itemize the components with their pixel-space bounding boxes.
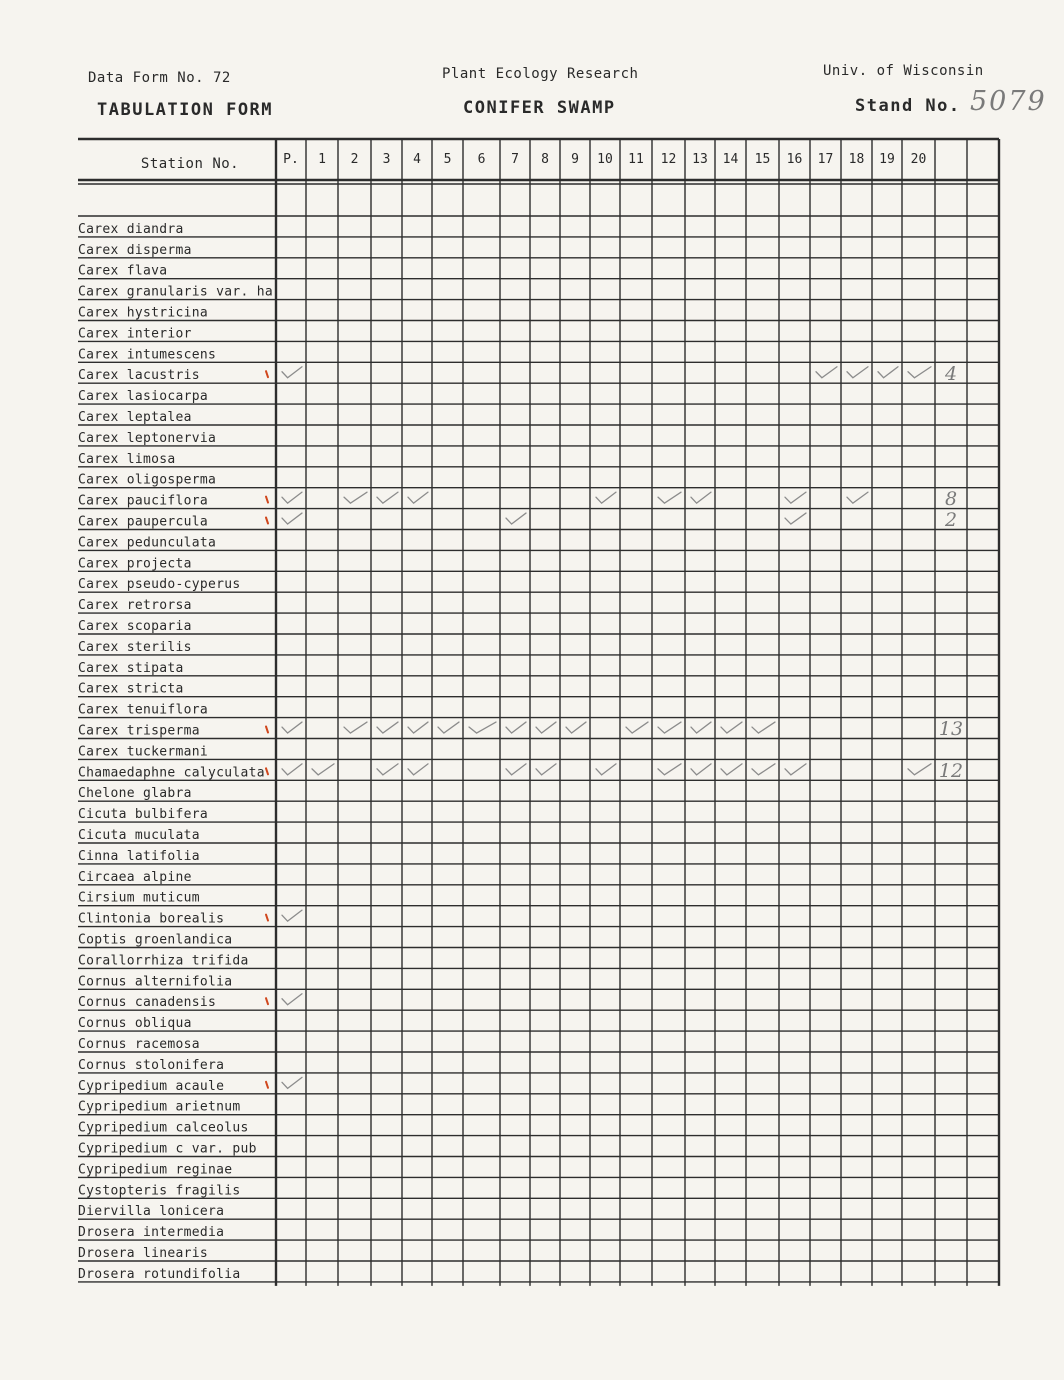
presence-check [658,764,681,775]
species-label: Carex lacustris [78,368,200,384]
column-label-10: 10 [597,152,613,167]
species-label: Carex oligosperma [78,472,217,488]
species-label: Cornus stolonifera [78,1057,225,1073]
frequency-tally: 4 [944,362,958,385]
column-label-2: 2 [350,152,359,167]
presence-check [691,722,711,733]
review-tick [266,497,268,503]
species-label: Cirsium muticum [78,890,200,906]
presence-check [408,722,428,733]
species-label: Carex sterilis [78,639,192,655]
column-label-17: 17 [817,152,834,167]
column-label-13: 13 [692,152,708,167]
species-label: Carex leptalea [78,410,192,425]
university-label: Univ. of Wisconsin [823,63,984,79]
presence-check [506,722,526,733]
species-label: Carex flava [78,263,168,279]
species-label: Drosera linearis [78,1246,209,1261]
presence-check [785,492,806,503]
form-number: Data Form No. 72 [88,70,231,86]
species-label: Carex hystricina [78,305,209,321]
column-label-p: P. [283,152,299,167]
presence-check [908,764,931,775]
presence-check [658,492,681,503]
column-label-6: 6 [477,152,486,167]
presence-check [566,722,586,733]
presence-check [816,367,837,378]
review-tick [266,518,268,524]
species-label: Circaea alpine [78,869,192,885]
presence-check [282,764,302,775]
presence-check [908,367,931,378]
presence-check [626,722,648,733]
species-label: Cornus obliqua [78,1016,192,1032]
species-label: Carex disperma [78,242,192,258]
species-label: Cornus alternifolia [78,974,233,990]
presence-check [344,492,367,503]
stand-number-value: 5079 [970,86,1047,117]
presence-check [536,722,556,733]
presence-check [752,722,775,733]
presence-check [282,492,302,503]
species-label: Drosera intermedia [78,1225,225,1241]
species-label: Cornus canadensis [78,995,217,1011]
species-label: Carex pedunculata [78,535,217,551]
frequency-tally: 12 [938,759,964,782]
species-label: Drosera rotundifolia [78,1266,241,1282]
species-label: Carex leptonervia [78,430,217,446]
presence-check [785,764,806,775]
species-label: Carex retrorsa [78,598,192,614]
frequency-tally: 13 [938,718,964,741]
species-label: Chelone glabra [78,786,192,802]
species-label: Carex trisperma [78,723,200,739]
presence-check [312,764,334,775]
species-label: Carex projecta [78,556,192,572]
species-label: Cypripedium c var. pub [78,1141,257,1157]
form-title: TABULATION FORM [97,100,274,120]
species-label: Cinna latifolia [78,848,200,864]
presence-check [469,722,496,733]
presence-check [596,764,616,775]
column-label-9: 9 [571,152,579,167]
presence-check [658,722,681,733]
presence-check [282,513,302,524]
column-label-14: 14 [722,152,739,167]
species-label: Carex pseudo-cyperus [78,577,241,593]
presence-check [282,1077,302,1088]
species-label: Carex stricta [78,681,184,697]
species-label: Carex limosa [78,451,176,467]
presence-check [721,764,742,775]
presence-check [344,722,367,733]
species-label: Carex intumescens [78,347,217,363]
column-label-20: 20 [910,152,927,167]
species-label: Cicuta muculata [78,828,200,843]
species-label: Carex lasiocarpa [78,389,209,405]
presence-check [506,513,526,524]
species-label: Carex paupercula [78,514,209,530]
presence-check [785,513,806,524]
column-label-5: 5 [443,152,452,167]
presence-check [282,722,302,733]
review-tick [266,727,268,733]
review-tick [266,768,268,774]
stand-number-label: Stand No. [855,96,961,116]
presence-check [408,764,428,775]
presence-check [438,722,459,733]
frequency-tally: 8 [944,488,958,511]
review-tick [266,998,268,1004]
presence-check [282,910,302,921]
community-subtitle: CONIFER SWAMP [463,98,616,118]
research-heading: Plant Ecology Research [442,66,639,82]
column-label-19: 19 [879,152,895,167]
species-label: Cornus racemosa [78,1037,200,1052]
species-label: Cypripedium calceolus [78,1120,249,1136]
presence-check [377,492,398,503]
column-label-18: 18 [848,152,865,167]
presence-check [752,764,775,775]
presence-check [878,367,898,378]
species-label: Carex tuckermani [78,744,209,760]
review-tick [266,371,268,377]
presence-check [536,764,556,775]
column-label-11: 11 [628,152,644,167]
column-label-8: 8 [541,152,549,167]
presence-check [721,722,742,733]
species-label: Corallorrhiza trifida [78,953,249,969]
presence-check [408,492,428,503]
species-label: Cypripedium reginae [78,1162,233,1178]
column-label-16: 16 [786,152,803,167]
species-label: Cypripedium arietnum [78,1099,241,1115]
column-label-15: 15 [754,152,771,167]
column-label-4: 4 [413,152,421,167]
species-label: Carex granularis var. ha [78,284,274,300]
species-label: Clintonia borealis [78,911,225,927]
station-number-header: Station No. [140,156,240,172]
review-tick [266,915,268,921]
species-label: Carex interior [78,326,192,342]
presence-check [282,994,302,1005]
species-label: Cicuta bulbifera [78,807,209,823]
presence-check [691,764,711,775]
species-label: Chamaedaphne calyculata [78,765,265,781]
species-label: Cypripedium acaule [78,1078,225,1094]
presence-check [691,492,711,503]
species-label: Carex stipata [78,660,184,676]
column-label-1: 1 [318,152,326,167]
species-label: Carex scoparia [78,619,192,634]
presence-check [377,764,398,775]
column-label-12: 12 [660,152,677,167]
review-tick [266,1082,268,1088]
column-label-3: 3 [382,152,391,167]
presence-check [847,367,868,378]
presence-check [847,492,868,503]
species-label: Diervilla lonicera [78,1204,225,1220]
presence-check [506,764,526,775]
species-label: Carex tenuiflora [78,702,209,718]
presence-check [377,722,398,733]
species-label: Carex diandra [78,221,184,237]
presence-check [282,367,302,378]
species-label: Cystopteris fragilis [78,1183,241,1199]
presence-check [596,492,616,503]
frequency-tally: 2 [944,509,958,532]
column-label-7: 7 [511,152,519,167]
species-label: Coptis groenlandica [78,932,233,948]
species-label: Carex pauciflora [78,493,209,509]
